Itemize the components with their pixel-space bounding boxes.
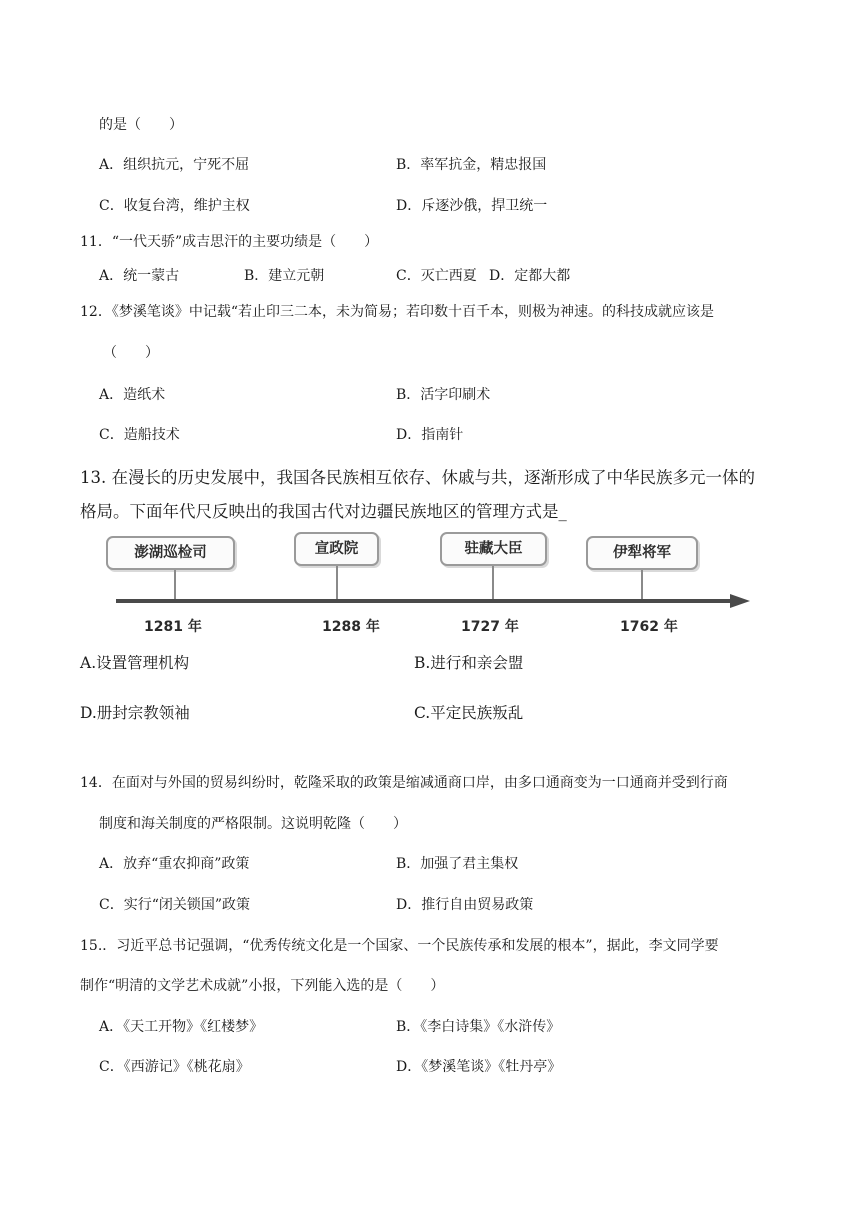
q14-option-a: A．放弃“重农抑商”政策 <box>99 856 250 872</box>
timeline-year-4: 1762 年 <box>620 619 678 635</box>
q15-option-c: C．《西游记》《桃花扇》 <box>99 1059 250 1075</box>
q12-stem-line2: （ ） <box>103 345 159 361</box>
q12-stem-line1: 12．《梦溪笔谈》中记载“若止印三二本，未为简易；若印数十百千本，则极为神速。的科技成就应该是 <box>80 304 714 320</box>
timeline-label-1: 澎湖巡检司 <box>106 536 235 570</box>
q13-option-a: A.设置管理机构 <box>80 654 190 672</box>
q11-option-d: D．定都大都 <box>489 268 571 284</box>
timeline-axis <box>116 599 734 603</box>
q10-stem-tail: 的是（ ） <box>99 117 183 133</box>
timeline-year-3: 1727 年 <box>461 619 519 635</box>
q11-stem: 11．“一代天骄”成吉思汗的主要功绩是（ ） <box>80 234 379 250</box>
q14-option-b: B．加强了君主集权 <box>396 856 519 872</box>
q13-option-c: C.平定民族叛乱 <box>414 704 524 722</box>
q11-option-a: A．统一蒙古 <box>99 268 180 284</box>
q13-stem-line1: 13. 在漫长的历史发展中，我国各民族相互依存、休戚与共，逐渐形成了中华民族多元一体的 <box>80 468 755 487</box>
timeline-label-2: 宣政院 <box>294 532 379 566</box>
q10-option-a: A．组织抗元，宁死不屈 <box>99 157 250 173</box>
timeline-year-1: 1281 年 <box>144 619 202 635</box>
timeline-year-2: 1288 年 <box>322 619 380 635</box>
q12-option-c: C．造船技术 <box>99 427 180 443</box>
q10-option-d: D．斥逐沙俄，捍卫统一 <box>396 198 548 214</box>
q10-option-c: C．收复台湾，维护主权 <box>99 198 250 214</box>
q14-option-d: D．推行自由贸易政策 <box>396 897 534 913</box>
timeline-tick-3 <box>492 566 494 601</box>
q12-option-a: A．造纸术 <box>99 387 166 403</box>
q14-stem-line1: 14．在面对与外国的贸易纠纷时，乾隆采取的政策是缩减通商口岸，由多口通商变为一口通商并受到行商 <box>80 775 728 791</box>
q12-option-d: D．指南针 <box>396 427 464 443</box>
q13-stem-line2: 格局。下面年代尺反映出的我国古代对边疆民族地区的管理方式是_ <box>80 502 567 521</box>
q13-option-d: D.册封宗教领袖 <box>80 704 190 722</box>
timeline-tick-4 <box>641 570 643 601</box>
timeline-tick-1 <box>174 570 176 601</box>
timeline-tick-2 <box>336 566 338 601</box>
timeline-arrow-icon <box>730 594 750 608</box>
q14-option-c: C．实行“闭关锁国”政策 <box>99 897 251 913</box>
q10-option-b: B．率军抗金，精忠报国 <box>396 157 547 173</box>
q11-option-c: C．灭亡西夏 <box>396 268 477 284</box>
timeline-label-3: 驻藏大臣 <box>440 532 547 566</box>
q15-option-d: D．《梦溪笔谈》《牡丹亭》 <box>396 1059 562 1075</box>
q15-stem-line1: 15.．习近平总书记强调，“优秀传统文化是一个国家、一个民族传承和发展的根本”，据此，李文同学要 <box>80 938 719 954</box>
q12-option-b: B．活字印刷术 <box>396 387 491 403</box>
q15-option-a: A．《天工开物》《红楼梦》 <box>99 1019 264 1035</box>
timeline-label-4: 伊犁将军 <box>586 536 698 570</box>
q15-option-b: B．《李白诗集》《水浒传》 <box>396 1019 561 1035</box>
q13-option-b: B.进行和亲会盟 <box>414 654 524 672</box>
q14-stem-line2: 制度和海关制度的严格限制。这说明乾隆（ ） <box>99 816 407 832</box>
q15-stem-line2: 制作“明清的文学艺术成就”小报，下列能入选的是（ ） <box>80 978 445 994</box>
q11-option-b: B．建立元朝 <box>244 268 325 284</box>
